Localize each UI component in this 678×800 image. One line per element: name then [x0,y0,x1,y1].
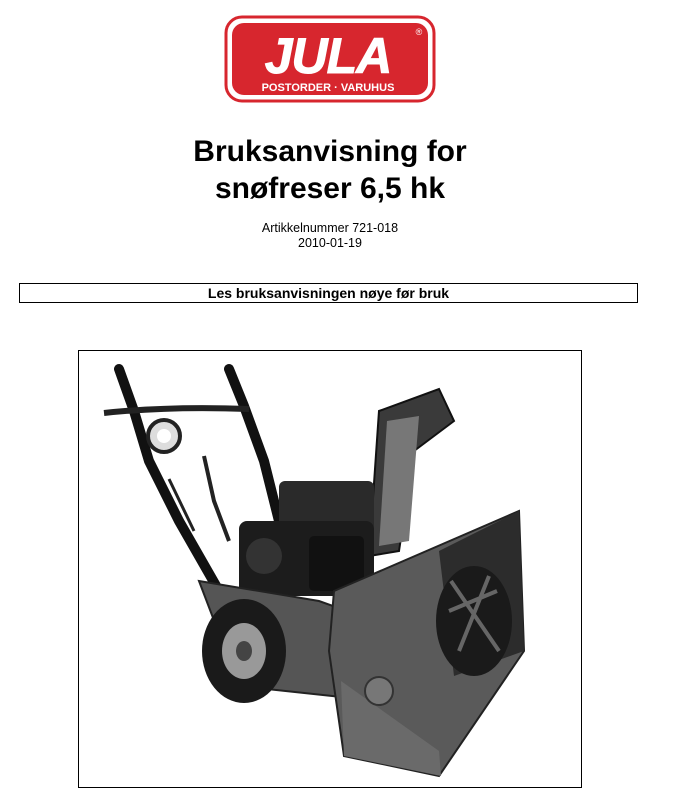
title-line-2: snøfreser 6,5 hk [214,172,446,205]
snow-blower-photo [78,350,582,788]
title-line-1: Bruksanvisning for [193,135,467,168]
article-number: Artikkelnummer 721-018 [261,221,399,235]
read-instructions-notice: Les bruksanvisningen nøye før bruk [19,283,638,303]
jula-logo [224,15,436,103]
document-title [0,133,660,207]
snow-blower-icon [79,351,581,787]
svg-text:POSTORDER · VARUHUS: POSTORDER · VARUHUS [261,82,395,94]
document-meta [0,221,660,251]
svg-text:®: ® [415,27,423,37]
svg-text:JULA: JULA [264,28,392,84]
document-date: 2010-01-19 [298,236,362,250]
